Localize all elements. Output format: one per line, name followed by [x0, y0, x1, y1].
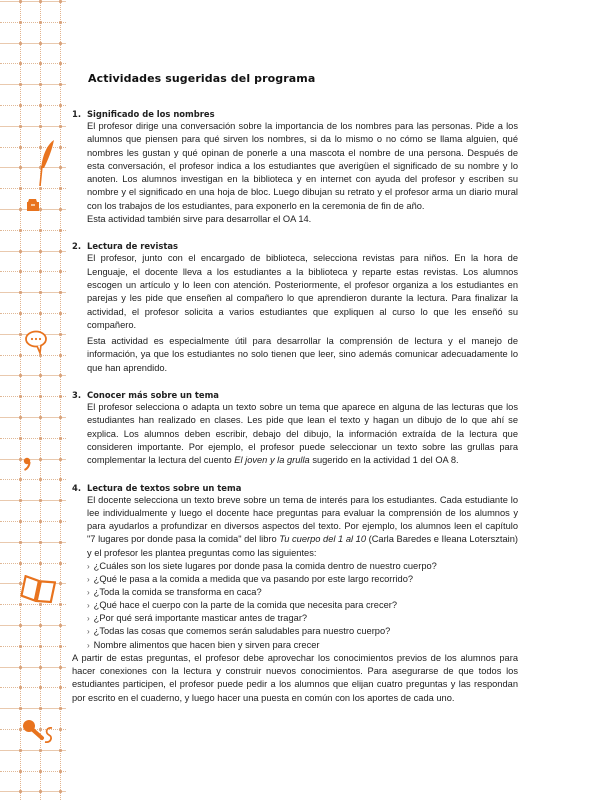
- margin-grid: [0, 0, 66, 800]
- section-body: [87, 401, 518, 467]
- paragraph: El profesor dirige una conversación sobre la importancia de los nombres para las personas. Pide a los alumnos que piensen para qué sirven los nombres, si da lo mismo o no cómo se llama alguien, qué nombres les gustan y qué opinan de ponerle a una mascota el nombre de una persona. Después de esta conversación, el profesor indica a los estudiantes que averigüen el significado de su nombre y lo anoten. Los alumnos investigan en la biblioteca y en internet con ayuda del profesor y escriben su nombre y el significado en una hoja de bloc. Luego dibujan su retrato y el profesor arma un diario mural con los trabajos de los estudiantes, para exponerlo en la ceremonia de fin de año.: [87, 121, 518, 211]
- grid-tick: [19, 83, 22, 86]
- grid-tick: [59, 749, 62, 752]
- activity-section-4: [72, 482, 518, 705]
- text-run: sugerido en la actividad 1 del OA 8.: [309, 455, 459, 466]
- grid-tick: [19, 478, 22, 481]
- activity-section-2: [72, 240, 518, 375]
- grid-tick: [19, 520, 22, 523]
- section-heading: [72, 108, 518, 120]
- grid-tick: [59, 790, 62, 793]
- bullet-arrow-icon: ›: [87, 614, 90, 624]
- section-heading: [72, 240, 518, 252]
- document-body: [72, 72, 518, 705]
- grid-tick: [39, 0, 42, 3]
- grid-tick: [59, 42, 62, 45]
- grid-tick: [19, 229, 22, 232]
- grid-tick: [59, 250, 62, 253]
- paragraph: A partir de estas preguntas, el profesor debe aprovechar los conocimientos previos de los alumnos para hacer conexiones con la lectura y construir nuevos conocimientos. Para asegurarse de que todos los estudiantes participen, el profesor puede pedir a los alumnos que elijan cuatro preguntas y las respondan por escrito en el cuaderno, y luego hacer una puesta en común con los aportes de cada uno.: [72, 652, 518, 703]
- grid-line: [0, 479, 66, 480]
- question-item: [87, 612, 518, 625]
- grid-tick: [19, 624, 22, 627]
- text-run: El profesor selecciona o adapta un texto sobre un tema que aparece en alguna de las lecturas que los estudiantes han realizado en clases. Les pide que lean el texto y hagan un dibujo de lo que ahí se explica. Los alumnos deben escribir, debajo del dibujo, la información extraída de la lectura que consideren importante. Por ejemplo, el profesor puede seleccionar un texto sobre las grullas para complementar la lectura del cuento: [87, 402, 518, 466]
- grid-line: [0, 251, 66, 252]
- grid-tick: [19, 0, 22, 3]
- grid-tick: [19, 437, 22, 440]
- microphone-icon: [22, 718, 56, 748]
- grid-tick: [19, 790, 22, 793]
- grid-tick: [19, 499, 22, 502]
- grid-tick: [39, 291, 42, 294]
- grid-tick: [59, 624, 62, 627]
- grid-tick: [19, 395, 22, 398]
- grid-tick: [59, 582, 62, 585]
- grid-line: [0, 459, 66, 460]
- grid-line: [0, 771, 66, 772]
- grid-line: [0, 292, 66, 293]
- bullet-arrow-icon: ›: [87, 601, 90, 611]
- paragraph: Esta actividad también sirve para desarrollar el OA 14.: [87, 214, 312, 225]
- grid-tick: [59, 686, 62, 689]
- section-heading: [72, 482, 518, 494]
- grid-tick: [19, 416, 22, 419]
- grid-tick: [39, 104, 42, 107]
- grid-tick: [19, 270, 22, 273]
- grid-tick: [19, 666, 22, 669]
- grid-tick: [59, 541, 62, 544]
- activity-section-1: [72, 108, 518, 226]
- grid-tick: [59, 62, 62, 65]
- page-title: Actividades sugeridas del programa: [88, 72, 316, 85]
- grid-tick: [39, 645, 42, 648]
- grid-tick: [19, 42, 22, 45]
- grid-line: [0, 271, 66, 272]
- grid-line: [0, 500, 66, 501]
- grid-tick: [39, 478, 42, 481]
- grid-line: [40, 0, 41, 800]
- grid-tick: [59, 374, 62, 377]
- grid-line: [0, 313, 66, 314]
- grid-tick: [39, 541, 42, 544]
- grid-line: [0, 1, 66, 2]
- grid-tick: [59, 312, 62, 315]
- grid-line: [0, 63, 66, 64]
- book-title: Tu cuerpo del 1 al 10: [279, 534, 366, 545]
- section-body: [87, 252, 518, 375]
- section-title: Lectura de textos sobre un tema: [87, 482, 242, 493]
- grid-tick: [19, 374, 22, 377]
- grid-tick: [39, 374, 42, 377]
- quill-pen-icon: [34, 138, 58, 188]
- grid-tick: [59, 562, 62, 565]
- grid-tick: [59, 104, 62, 107]
- grid-line: [0, 22, 66, 23]
- grid-tick: [19, 686, 22, 689]
- bullet-arrow-icon: ›: [87, 640, 90, 650]
- grid-tick: [59, 270, 62, 273]
- grid-line: [0, 126, 66, 127]
- question-item: [87, 599, 518, 612]
- question-text: ¿Por qué será importante masticar antes de tragar?: [93, 613, 308, 624]
- grid-tick: [19, 354, 22, 357]
- grid-tick: [59, 125, 62, 128]
- grid-tick: [39, 83, 42, 86]
- grid-tick: [19, 125, 22, 128]
- grid-tick: [59, 520, 62, 523]
- paragraph: [87, 494, 518, 560]
- grid-line: [0, 230, 66, 231]
- comma-icon: [22, 457, 32, 471]
- grid-tick: [19, 208, 22, 211]
- grid-tick: [39, 21, 42, 24]
- grid-tick: [59, 707, 62, 710]
- question-list: [87, 560, 518, 652]
- grid-line: [0, 563, 66, 564]
- grid-line: [0, 667, 66, 668]
- question-text: ¿Qué le pasa a la comida a medida que va pasando por este largo recorrido?: [93, 574, 414, 585]
- section-number: 4.: [72, 482, 82, 493]
- closing-paragraph: [72, 652, 518, 705]
- grid-tick: [59, 666, 62, 669]
- grid-tick: [19, 645, 22, 648]
- grid-line: [60, 0, 61, 800]
- grid-tick: [19, 541, 22, 544]
- grid-tick: [59, 229, 62, 232]
- bullet-arrow-icon: ›: [87, 627, 90, 637]
- grid-tick: [59, 333, 62, 336]
- grid-tick: [59, 416, 62, 419]
- bullet-arrow-icon: ›: [87, 588, 90, 598]
- grid-tick: [39, 312, 42, 315]
- grid-tick: [39, 395, 42, 398]
- question-text: ¿Cuáles son los siete lugares por donde pasa la comida dentro de nuestro cuerpo?: [93, 561, 437, 572]
- section-body: [87, 120, 518, 226]
- grid-tick: [59, 603, 62, 606]
- grid-tick: [39, 416, 42, 419]
- grid-tick: [59, 0, 62, 3]
- grid-tick: [59, 354, 62, 357]
- grid-tick: [59, 458, 62, 461]
- grid-line: [0, 43, 66, 44]
- grid-tick: [39, 749, 42, 752]
- bullet-arrow-icon: ›: [87, 575, 90, 585]
- grid-line: [0, 417, 66, 418]
- grid-line: [0, 542, 66, 543]
- question-item: [87, 560, 518, 573]
- grid-tick: [39, 437, 42, 440]
- grid-tick: [19, 166, 22, 169]
- grid-tick: [59, 499, 62, 502]
- open-book-icon: [20, 575, 56, 605]
- grid-tick: [19, 250, 22, 253]
- grid-line: [0, 375, 66, 376]
- text-run: El docente selecciona un texto breve sobre un tema de interés para los estudiantes. Cada estudiante lo lee individualmente y luego el docente hace preguntas para evaluar la comprensión de los alumnos y para ayudarlos a profundizar en diversos aspectos del texto. Por ejemplo, los alumnos leen el capítulo "7 lugares por donde pasa la comida" del libro: [87, 494, 518, 545]
- grid-tick: [59, 395, 62, 398]
- grid-tick: [19, 707, 22, 710]
- section-title: Conocer más sobre un tema: [87, 390, 219, 401]
- text-run: (Carla Baredes e Ileana Lotersztain) y el profesor les plantea preguntas como las siguientes:: [87, 534, 518, 558]
- grid-tick: [39, 707, 42, 710]
- grid-tick: [19, 146, 22, 149]
- activity-section-3: [72, 389, 518, 467]
- grid-tick: [59, 645, 62, 648]
- bullet-arrow-icon: ›: [87, 562, 90, 572]
- grid-line: [0, 105, 66, 106]
- grid-tick: [39, 250, 42, 253]
- section-title: Significado de los nombres: [87, 109, 215, 119]
- paragraph: [87, 401, 518, 467]
- book-title: El joven y la grulla: [234, 455, 310, 466]
- grid-tick: [39, 790, 42, 793]
- grid-tick: [39, 125, 42, 128]
- section-heading: [72, 389, 518, 401]
- section-title: Lectura de revistas: [87, 241, 179, 252]
- grid-tick: [19, 562, 22, 565]
- grid-tick: [39, 229, 42, 232]
- grid-tick: [39, 770, 42, 773]
- grid-tick: [39, 42, 42, 45]
- grid-tick: [19, 312, 22, 315]
- section-number: 1.: [72, 109, 82, 119]
- grid-tick: [39, 458, 42, 461]
- grid-tick: [39, 666, 42, 669]
- grid-tick: [19, 187, 22, 190]
- grid-line: [0, 791, 66, 792]
- section-number: 3.: [72, 390, 82, 401]
- question-text: ¿Todas las cosas que comemos serán saludables para nuestro cuerpo?: [93, 626, 391, 637]
- question-text: ¿Qué hace el cuerpo con la parte de la comida que necesita para crecer?: [93, 600, 398, 611]
- question-item: [87, 625, 518, 638]
- grid-line: [0, 687, 66, 688]
- grid-line: [0, 521, 66, 522]
- inkwell-icon: [25, 198, 41, 212]
- grid-tick: [19, 62, 22, 65]
- grid-tick: [59, 166, 62, 169]
- question-text: Nombre alimentos que hacen bien y sirven para crecer: [93, 639, 320, 650]
- grid-line: [0, 646, 66, 647]
- grid-tick: [59, 21, 62, 24]
- grid-tick: [39, 686, 42, 689]
- grid-tick: [59, 146, 62, 149]
- question-item: [87, 573, 518, 586]
- paragraph: Esta actividad es especialmente útil para desarrollar la comprensión de lectura y el manejo de información, ya que los estudiantes no solo tienen que leer, sino además comunicar adecuadamente lo que han aprendido.: [87, 336, 518, 373]
- grid-tick: [19, 770, 22, 773]
- grid-tick: [19, 291, 22, 294]
- question-item: [87, 586, 518, 599]
- grid-line: [0, 708, 66, 709]
- grid-tick: [19, 21, 22, 24]
- grid-line: [0, 750, 66, 751]
- grid-tick: [39, 62, 42, 65]
- grid-line: [0, 625, 66, 626]
- section-body: [87, 494, 518, 652]
- grid-tick: [39, 520, 42, 523]
- grid-tick: [59, 770, 62, 773]
- grid-tick: [59, 291, 62, 294]
- speech-bubble-icon: [24, 329, 48, 355]
- grid-tick: [59, 187, 62, 190]
- grid-tick: [59, 437, 62, 440]
- grid-tick: [59, 208, 62, 211]
- grid-line: [0, 438, 66, 439]
- grid-line: [20, 0, 21, 800]
- grid-line: [0, 396, 66, 397]
- grid-line: [0, 355, 66, 356]
- grid-tick: [39, 624, 42, 627]
- grid-tick: [59, 478, 62, 481]
- grid-tick: [59, 83, 62, 86]
- paragraph: El profesor, junto con el encargado de biblioteca, selecciona revistas para niños. En la hora de Lenguaje, el docente lleva a los estudiantes a la biblioteca y reparte estas revistas. Los alumnos escogen un artículo y lo leen con atención. Posteriormente, el profesor organiza a los estudiantes en parejas y les pide que enseñen al compañero lo que aprendieron durante la lectura. Para finalizar la actividad, el profesor solicita a varios estudiantes que expliquen al curso lo que les enseñó su compañero.: [87, 253, 518, 330]
- grid-tick: [39, 562, 42, 565]
- section-number: 2.: [72, 241, 82, 252]
- grid-tick: [19, 104, 22, 107]
- grid-tick: [39, 499, 42, 502]
- grid-tick: [59, 728, 62, 731]
- grid-tick: [19, 333, 22, 336]
- grid-line: [0, 188, 66, 189]
- grid-line: [0, 84, 66, 85]
- question-text: ¿Toda la comida se transforma en caca?: [93, 587, 262, 598]
- grid-tick: [19, 749, 22, 752]
- grid-tick: [39, 270, 42, 273]
- question-item: [87, 639, 518, 652]
